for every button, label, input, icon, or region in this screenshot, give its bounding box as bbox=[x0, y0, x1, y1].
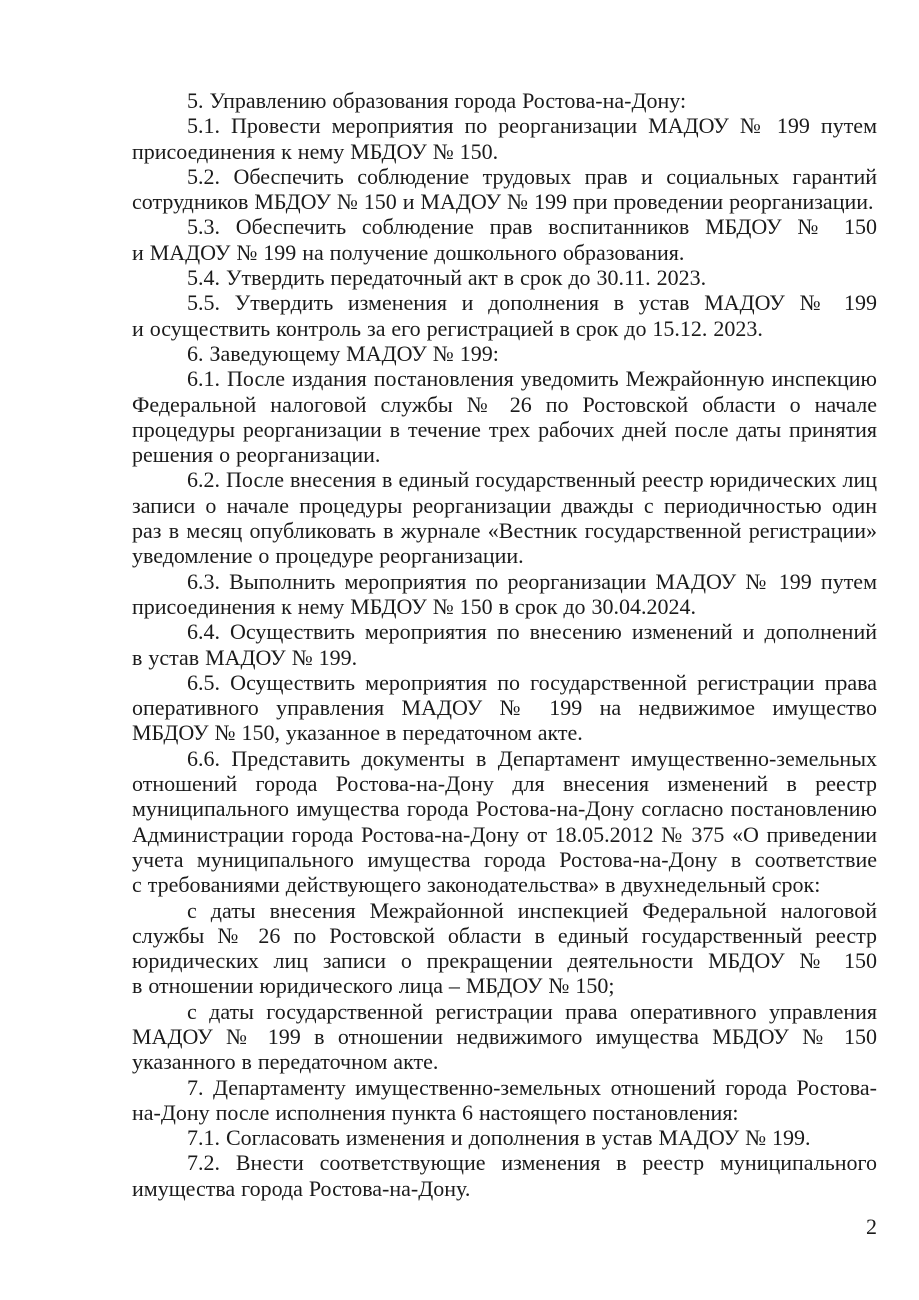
paragraph-item-5-5: 5.5. Утвердить изменения и дополнения в устав МАДОУ № 199 и осуществить контроль за его регистрацией в срок до 15.12. 2023. bbox=[132, 290, 877, 341]
paragraph-item-5-1: 5.1. Провести мероприятия по реорганизации МАДОУ № 199 путем присоединения к нему МБДОУ № 150. bbox=[132, 113, 877, 164]
paragraph-item-6: 6. Заведующему МАДОУ № 199: bbox=[187, 340, 499, 366]
paragraph-subitem-property-registration: с даты государственной регистрации права оперативного управления МАДОУ № 199 в отношении недвижимого имущества МБДОУ № 150 указанного в передаточном акте. bbox=[132, 998, 877, 1075]
paragraph-item-6-4: 6.4. Осуществить мероприятия по внесению изменений и дополнений в устав МАДОУ № 199. bbox=[132, 619, 877, 670]
page-number: 2 bbox=[866, 1214, 877, 1239]
paragraph-item-6-2: 6.2. После внесения в единый государственный реестр юридических лиц записи о начале процедуры реорганизации дважды с периодичностью один раз в месяц опубликовать в журнале «Вестник государственной регистрации» уведомление о процедуре реорганизации. bbox=[132, 467, 877, 569]
paragraph-item-7: 7. Департаменту имущественно-земельных отношений города Ростова-на-Дону после исполнения пункта 6 настоящего постановления: bbox=[132, 1074, 877, 1125]
paragraph-item-6-6: 6.6. Представить документы в Департамент имущественно-земельных отношений города Ростова-на-Дону для внесения изменений в реестр муниципального имущества города Ростова-на-Дону согласно постановлению Администрации города Ростова-на-Дону от 18.05.2012 № 375 «О приведении учета муниципального имущества города Ростова-на-Дону в соответствие с требованиями действующего законодательства» в двухнедельный срок: bbox=[132, 745, 877, 898]
paragraph-subitem-tax-registry: с даты внесения Межрайонной инспекцией Федеральной налоговой службы № 26 по Ростовской области в единый государственный реестр юридических лиц записи о прекращении деятельности МБДОУ № 150 в отношении юридического лица – МБДОУ № 150; bbox=[132, 897, 877, 999]
paragraph-item-5-3: 5.3. Обеспечить соблюдение прав воспитанников МБДОУ № 150 и МАДОУ № 199 на получение дошкольного образования. bbox=[132, 214, 877, 265]
paragraph-item-6-5: 6.5. Осуществить мероприятия по государственной регистрации права оперативного управления МАДОУ № 199 на недвижимое имущество МБДОУ № 150, указанное в передаточном акте. bbox=[132, 669, 877, 746]
paragraph-item-7-2: 7.2. Внести соответствующие изменения в реестр муниципального имущества города Ростова-на-Дону. bbox=[132, 1150, 877, 1201]
paragraph-item-5: 5. Управлению образования города Ростова-на-Дону: bbox=[187, 88, 687, 113]
document-body bbox=[132, 88, 877, 1201]
paragraph-item-7-1: 7.1. Согласовать изменения и дополнения в устав МАДОУ № 199. bbox=[187, 1125, 811, 1151]
paragraph-item-6-1: 6.1. После издания постановления уведомить Межрайонную инспекцию Федеральной налоговой службы № 26 по Ростовской области о начале процедуры реорганизации в течение трех рабочих дней после даты принятия решения о реорганизации. bbox=[132, 366, 877, 468]
paragraph-item-5-4: 5.4. Утвердить передаточный акт в срок до 30.11. 2023. bbox=[187, 265, 707, 291]
paragraph-item-6-3: 6.3. Выполнить мероприятия по реорганизации МАДОУ № 199 путем присоединения к нему МБДОУ № 150 в срок до 30.04.2024. bbox=[132, 568, 877, 619]
paragraph-item-5-2: 5.2. Обеспечить соблюдение трудовых прав и социальных гарантий сотрудников МБДОУ № 150 и МАДОУ № 199 при проведении реорганизации. bbox=[132, 163, 877, 215]
